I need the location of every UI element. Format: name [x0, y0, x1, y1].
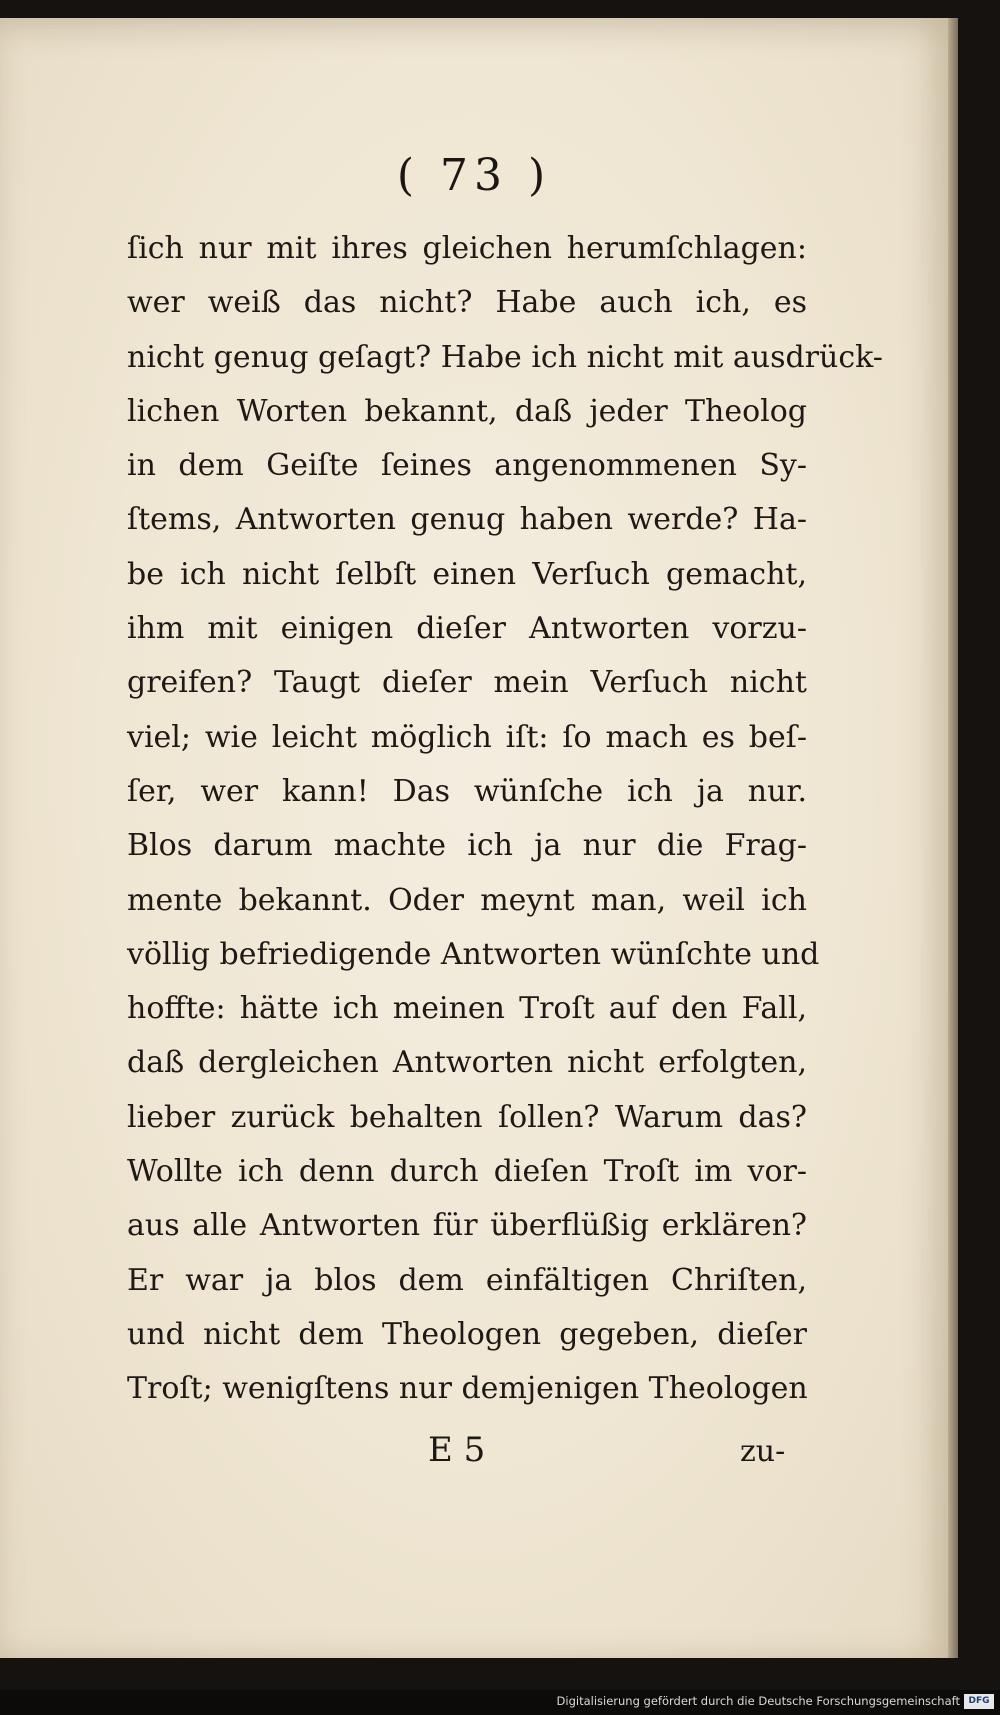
text-line: wer weiß das nicht? Habe auch ich, es	[127, 285, 807, 321]
text-line: mente bekannt. Oder meynt man, weil ich	[127, 882, 807, 918]
text-line: greifen? Taugt dieſer mein Verſuch nicht	[127, 665, 807, 701]
text-line: in dem Geiſte ſeines angenommenen Sy-	[127, 448, 807, 484]
footer-credit: Digitalisierung gefördert durch die Deutsche Forschungsgemeinschaft	[556, 1694, 960, 1708]
text-line: be ich nicht ſelbſt einen Verſuch gemacht,	[127, 556, 807, 592]
page-edge	[948, 18, 958, 1658]
signature-mark: E 5	[428, 1430, 486, 1470]
text-line: ſer, wer kann! Das wünſche ich ja nur.	[127, 773, 807, 809]
text-line: lichen Worten bekannt, daß jeder Theolog	[127, 393, 807, 429]
text-line: völlig befriedigende Antworten wünſchte und	[127, 936, 820, 972]
text-line: Troſt; wenigſtens nur demjenigen Theologen	[127, 1371, 808, 1407]
text-line: Blos darum machte ich ja nur die Frag-	[127, 828, 807, 864]
text-line: hoffte: hätte ich meinen Troſt auf den Fall,	[127, 991, 807, 1027]
text-line: Er war ja blos dem einfältigen Chriſten,	[127, 1262, 807, 1298]
text-line: nicht genug geſagt? Habe ich nicht mit ausdrück-	[127, 339, 883, 375]
text-line: lieber zurück behalten ſollen? Warum das?	[127, 1099, 807, 1135]
text-line: Wollte ich denn durch dieſen Troſt im vor-	[127, 1154, 807, 1190]
text-line: und nicht dem Theologen gegeben, dieſer	[127, 1316, 807, 1352]
text-line: viel; wie leicht möglich iſt: ſo mach es beſ-	[127, 719, 807, 755]
text-line: ſtems, Antworten genug haben werde? Ha-	[127, 502, 807, 538]
dfg-logo-icon: DFG	[964, 1694, 994, 1709]
text-line: ihm mit einigen dieſer Antworten vorzu-	[127, 611, 807, 647]
text-line: ſich nur mit ihres gleichen herumſchlagen:	[127, 231, 807, 266]
body-text	[127, 222, 883, 1417]
page-number: ( 73 )	[396, 150, 552, 201]
text-line: aus alle Antworten für überflüßig erklären?	[127, 1208, 807, 1244]
catchword: zu-	[740, 1434, 786, 1469]
text-line: daß dergleichen Antworten nicht erfolgten,	[127, 1045, 807, 1081]
